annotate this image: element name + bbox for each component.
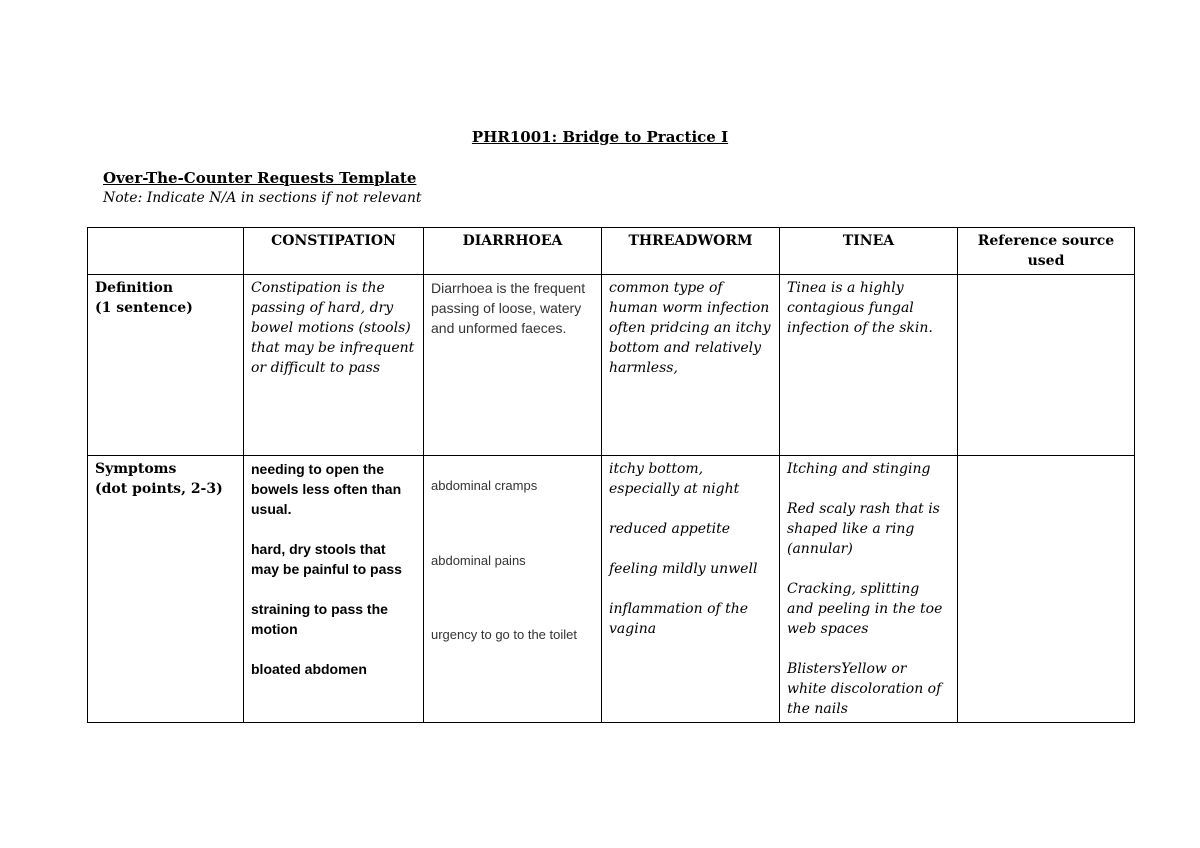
- header-diarrhoea: DIARRHOEA: [424, 228, 602, 275]
- table-row-symptoms: [88, 456, 1135, 723]
- row-label-definition: [88, 275, 244, 456]
- symptom-threadworm-1: itchy bottom, especially at night: [609, 461, 740, 497]
- symptom-tinea-3: Cracking, splitting and peeling in the toe web spaces: [787, 581, 943, 637]
- row-label-definition-title: Definition: [95, 280, 174, 296]
- symptoms-reference: [958, 456, 1135, 723]
- header-cell-empty: [88, 228, 244, 275]
- symptom-constipation-1: needing to open the bowels less often than usual.: [251, 461, 402, 517]
- symptoms-constipation: [244, 456, 424, 723]
- header-constipation: CONSTIPATION: [244, 228, 424, 275]
- row-label-symptoms-hint: (dot points, 2-3): [95, 481, 223, 497]
- header-threadworm: THREADWORM: [602, 228, 780, 275]
- table-header-row: [88, 228, 1135, 275]
- symptom-diarrhoea-2: abdominal pains: [431, 553, 526, 568]
- symptom-diarrhoea-3: urgency to go to the toilet: [431, 627, 577, 642]
- row-label-symptoms-title: Symptoms: [95, 461, 177, 477]
- otc-requests-table: [87, 227, 1135, 723]
- symptom-constipation-4: bloated abdomen: [251, 661, 367, 677]
- symptoms-tinea: [780, 456, 958, 723]
- symptom-tinea-4: BlistersYellow or white discoloration of the nails: [787, 661, 942, 717]
- template-subtitle: Over-The-Counter Requests Template: [103, 169, 417, 187]
- definition-threadworm: common type of human worm infection often pridcing an itchy bottom and relatively harmless,: [602, 275, 780, 456]
- symptom-threadworm-4: inflammation of the vagina: [609, 601, 749, 637]
- symptom-constipation-2: hard, dry stools that may be painful to pass: [251, 541, 402, 577]
- document-title: PHR1001: Bridge to Practice I: [471, 128, 729, 146]
- header-reference-source: Reference source used: [958, 228, 1135, 275]
- symptoms-diarrhoea: [424, 456, 602, 723]
- definition-reference: [958, 275, 1135, 456]
- row-label-definition-hint: (1 sentence): [95, 300, 193, 316]
- symptom-threadworm-2: reduced appetite: [609, 521, 731, 537]
- symptom-diarrhoea-1: abdominal cramps: [431, 478, 538, 493]
- symptom-tinea-2: Red scaly rash that is shaped like a ring (annular): [787, 501, 940, 557]
- template-note: Note: Indicate N/A in sections if not relevant: [103, 190, 422, 206]
- definition-diarrhoea: Diarrhoea is the frequent passing of loose, watery and unformed faeces.: [424, 275, 602, 456]
- symptom-tinea-1: Itching and stinging: [787, 461, 931, 477]
- symptoms-threadworm: [602, 456, 780, 723]
- definition-tinea: Tinea is a highly contagious fungal infection of the skin.: [780, 275, 958, 456]
- definition-constipation: Constipation is the passing of hard, dry bowel motions (stools) that may be infrequent or difficult to pass: [244, 275, 424, 456]
- symptom-threadworm-3: feeling mildly unwell: [609, 561, 758, 577]
- header-tinea: TINEA: [780, 228, 958, 275]
- symptom-constipation-3: straining to pass the motion: [251, 601, 388, 637]
- row-label-symptoms: [88, 456, 244, 723]
- table-row-definition: [88, 275, 1135, 456]
